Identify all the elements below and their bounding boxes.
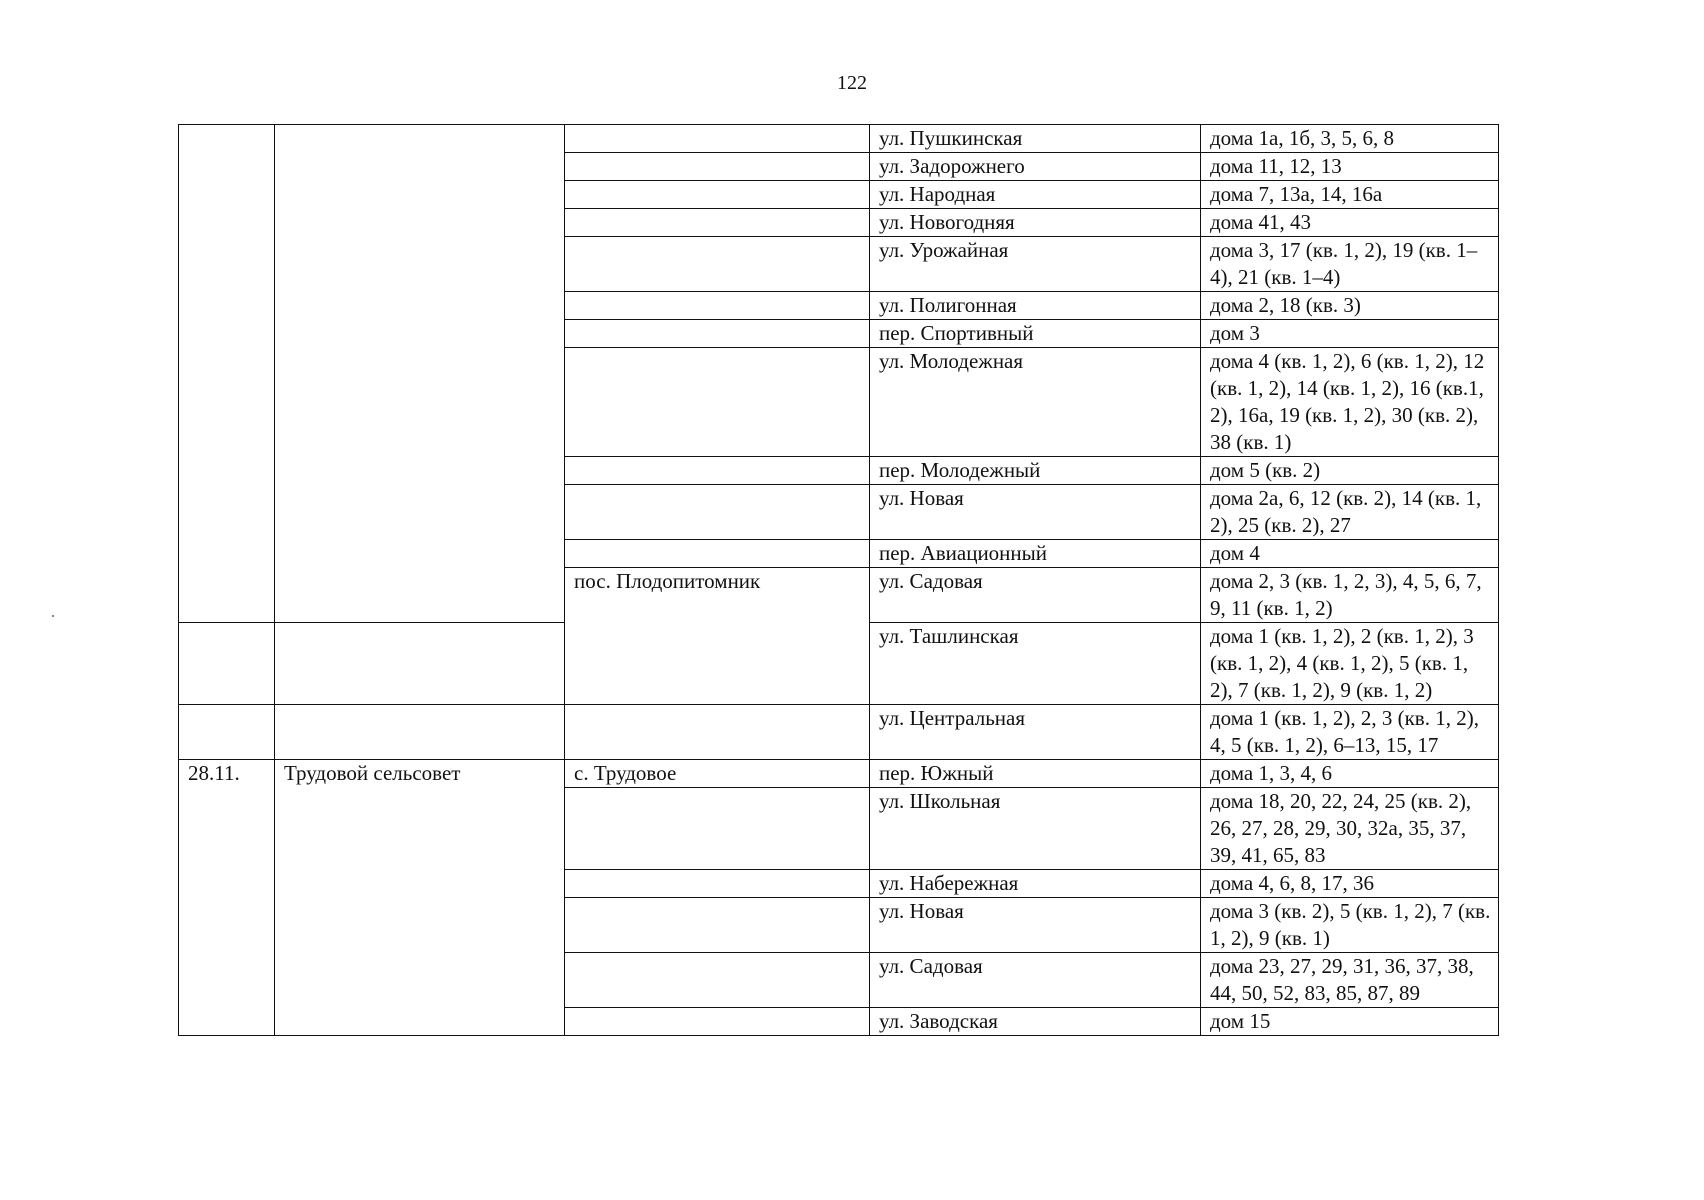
houses-cell: дома 11, 12, 13 xyxy=(1201,153,1499,181)
settlement-cell xyxy=(565,1008,870,1036)
street-cell: ул. Набережная xyxy=(870,870,1201,898)
houses-cell: дом 3 xyxy=(1201,320,1499,348)
settlement-cell xyxy=(565,209,870,237)
number-cell xyxy=(179,705,275,760)
houses-cell: дома 3, 17 (кв. 1, 2), 19 (кв. 1–4), 21 (кв. 1–4) xyxy=(1201,237,1499,292)
number-cell: 28.11. xyxy=(179,760,275,1036)
settlement-cell xyxy=(565,788,870,870)
settlement-cell xyxy=(565,953,870,1008)
houses-cell: дома 1 (кв. 1, 2), 2, 3 (кв. 1, 2), 4, 5 (кв. 1, 2), 6–13, 15, 17 xyxy=(1201,705,1499,760)
settlement-cell: с. Трудовое xyxy=(565,760,870,788)
street-cell: ул. Народная xyxy=(870,181,1201,209)
number-cell xyxy=(179,623,275,705)
street-cell: ул. Центральная xyxy=(870,705,1201,760)
houses-cell: дома 4 (кв. 1, 2), 6 (кв. 1, 2), 12 (кв. 1, 2), 14 (кв. 1, 2), 16 (кв.1, 2), 16а, 19 (кв. 1, 2), 30 (кв. 2), 38 (кв. 1) xyxy=(1201,348,1499,457)
street-cell: ул. Полигонная xyxy=(870,292,1201,320)
street-cell: ул. Пушкинская xyxy=(870,125,1201,153)
street-cell: ул. Новая xyxy=(870,485,1201,540)
settlement-cell xyxy=(565,457,870,485)
street-cell: ул. Садовая xyxy=(870,568,1201,623)
council-cell xyxy=(275,705,565,760)
houses-cell: дома 18, 20, 22, 24, 25 (кв. 2), 26, 27, 28, 29, 30, 32а, 35, 37, 39, 41, 65, 83 xyxy=(1201,788,1499,870)
street-cell: ул. Ташлинская xyxy=(870,623,1201,705)
address-table xyxy=(178,124,1499,1036)
houses-cell: дом 4 xyxy=(1201,540,1499,568)
settlement-cell: пос. Плодопитомник xyxy=(565,568,870,623)
houses-cell: дома 2, 18 (кв. 3) xyxy=(1201,292,1499,320)
table-row xyxy=(179,705,1499,760)
settlement-cell xyxy=(565,153,870,181)
settlement-cell xyxy=(565,485,870,540)
settlement-cell xyxy=(565,870,870,898)
street-cell: ул. Заводская xyxy=(870,1008,1201,1036)
houses-cell: дома 23, 27, 29, 31, 36, 37, 38, 44, 50, 52, 83, 85, 87, 89 xyxy=(1201,953,1499,1008)
settlement-cell xyxy=(565,898,870,953)
houses-cell: дома 41, 43 xyxy=(1201,209,1499,237)
street-cell: ул. Урожайная xyxy=(870,237,1201,292)
houses-cell: дома 1, 3, 4, 6 xyxy=(1201,760,1499,788)
table-row xyxy=(179,125,1499,153)
settlement-cell xyxy=(565,320,870,348)
houses-cell: дома 4, 6, 8, 17, 36 xyxy=(1201,870,1499,898)
houses-cell: дома 2, 3 (кв. 1, 2, 3), 4, 5, 6, 7, 9, 11 (кв. 1, 2) xyxy=(1201,568,1499,623)
street-cell: пер. Южный xyxy=(870,760,1201,788)
scan-artifact xyxy=(52,615,54,617)
number-cell xyxy=(179,125,275,623)
houses-cell: дом 5 (кв. 2) xyxy=(1201,457,1499,485)
settlement-cell xyxy=(565,181,870,209)
settlement-cell xyxy=(565,125,870,153)
settlement-cell xyxy=(565,292,870,320)
street-cell: пер. Авиационный xyxy=(870,540,1201,568)
street-cell: пер. Молодежный xyxy=(870,457,1201,485)
street-cell: пер. Спортивный xyxy=(870,320,1201,348)
houses-cell: дома 7, 13а, 14, 16а xyxy=(1201,181,1499,209)
council-cell xyxy=(275,623,565,705)
street-cell: ул. Молодежная xyxy=(870,348,1201,457)
settlement-cell xyxy=(565,540,870,568)
street-cell: ул. Школьная xyxy=(870,788,1201,870)
street-cell: ул. Новогодняя xyxy=(870,209,1201,237)
settlement-cell xyxy=(565,623,870,705)
street-cell: ул. Садовая xyxy=(870,953,1201,1008)
council-cell xyxy=(275,125,565,623)
houses-cell: дома 1 (кв. 1, 2), 2 (кв. 1, 2), 3 (кв. 1, 2), 4 (кв. 1, 2), 5 (кв. 1, 2), 7 (кв. 1, 2), 9 (кв. 1, 2) xyxy=(1201,623,1499,705)
table-row xyxy=(179,760,1499,788)
houses-cell: дома 2а, 6, 12 (кв. 2), 14 (кв. 1, 2), 25 (кв. 2), 27 xyxy=(1201,485,1499,540)
council-cell: Трудовой сельсовет xyxy=(275,760,565,1036)
street-cell: ул. Новая xyxy=(870,898,1201,953)
settlement-cell xyxy=(565,348,870,457)
houses-cell: дома 1а, 1б, 3, 5, 6, 8 xyxy=(1201,125,1499,153)
page-number: 122 xyxy=(837,72,867,94)
table-row xyxy=(179,623,1499,705)
settlement-cell xyxy=(565,705,870,760)
houses-cell: дома 3 (кв. 2), 5 (кв. 1, 2), 7 (кв. 1, 2), 9 (кв. 1) xyxy=(1201,898,1499,953)
street-cell: ул. Задорожнего xyxy=(870,153,1201,181)
settlement-cell xyxy=(565,237,870,292)
houses-cell: дом 15 xyxy=(1201,1008,1499,1036)
